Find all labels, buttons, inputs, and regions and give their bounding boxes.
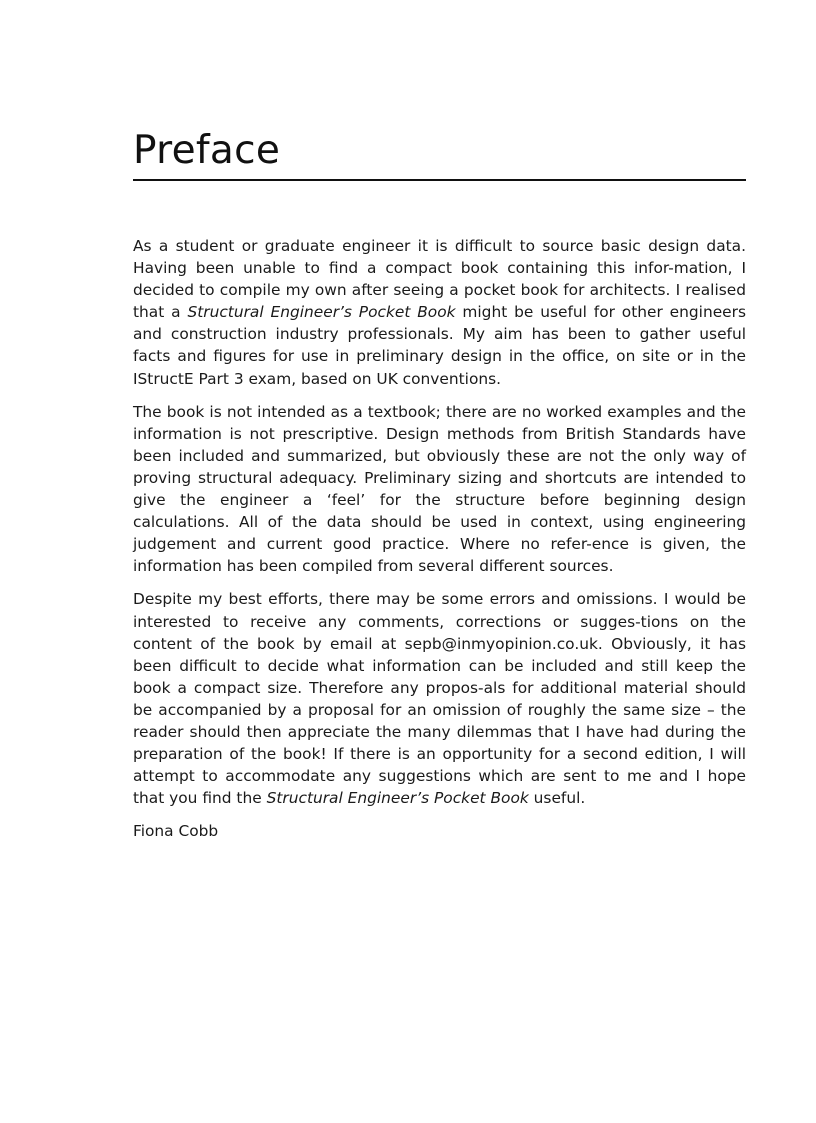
paragraph-1 (133, 235, 746, 390)
book-title: Structural Engineer’s Pocket Book (187, 303, 456, 322)
paragraph-2: The book is not intended as a textbook; there are no worked examples and the information is not prescriptive. Design methods from British Standards have been included and summarized, but obviously these are not the only way of proving structural adequacy. Preliminary sizing and shortcuts are intended to give the engineer a ‘feel’ for the structure before beginning design calculations. All of the data should be used in context, using engineering judgement and current good practice. Where no refer-ence is given, the information has been compiled from several different sources. (133, 402, 746, 576)
paragraph-1-text-b: might be useful for other engineers and construction industry professionals. My aim has been to gather useful facts and figures for use in preliminary design in the office, on site or in the IStructE Part 3 exam, based on UK conventions. (133, 303, 746, 388)
paragraph-3-text-b: useful. (528, 789, 586, 808)
paragraph-3 (133, 588, 746, 809)
author-signature: Fiona Cobb (133, 822, 219, 841)
paragraph-3-text-a: Despite my best efforts, there may be some errors and omissions. I would be interested to receive any comments, corrections or sugges-tions on the content of the book by email at sepb@inmyopinion.co.uk. Obviously, it has been difficult to decide what information can be included and still keep the book a compact size. Therefore any propos-als for additional material should be accompanied by a proposal for an omission of roughly the same size – the reader should then appreciate the many dilemmas that I have had during the preparation of the book! If there is an opportunity for a second edition, I will attempt to accommodate any suggestions which are sent to me and I hope that you find the (133, 590, 746, 808)
page-title: Preface (133, 128, 281, 173)
paragraph-1-text-a: As a student or graduate engineer it is difficult to source basic design data. Having been unable to find a compact book containing this infor-mation, I decided to compile my own after seeing a pocket book for architects. I realised that a (133, 237, 746, 322)
title-rule (133, 179, 746, 181)
book-title: Structural Engineer’s Pocket Book (266, 789, 529, 808)
preface-body (133, 235, 746, 853)
